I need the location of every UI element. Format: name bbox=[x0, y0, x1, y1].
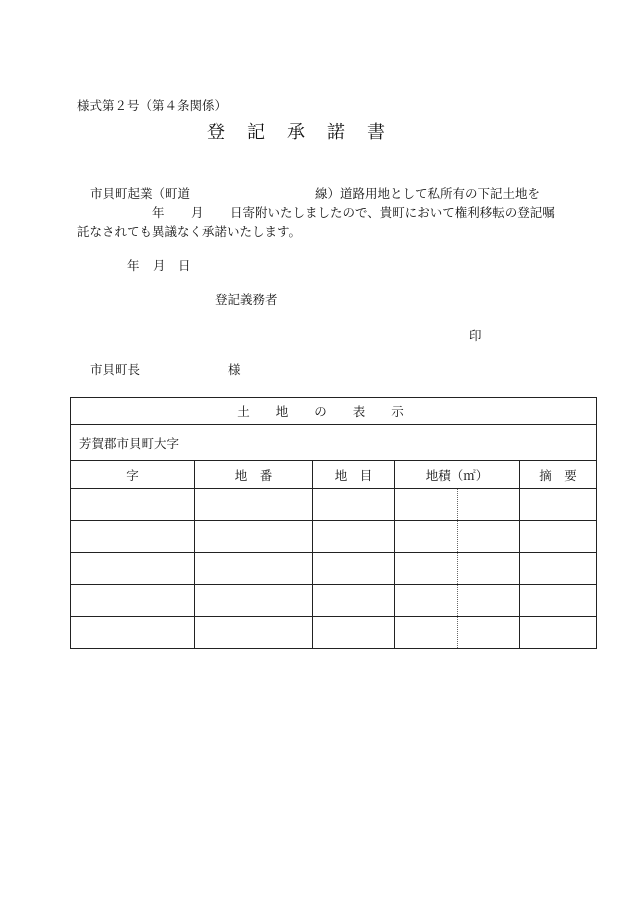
land-category-cell[interactable] bbox=[313, 553, 395, 585]
remarks-cell[interactable] bbox=[520, 617, 597, 649]
area-cell[interactable] bbox=[395, 553, 520, 585]
date-day-label: 日 bbox=[178, 258, 191, 273]
area-cell[interactable] bbox=[395, 617, 520, 649]
area-cell[interactable] bbox=[395, 489, 520, 521]
obligor-label: 登記義務者 bbox=[215, 292, 278, 307]
aza-cell[interactable] bbox=[71, 585, 195, 617]
lot-number-cell[interactable] bbox=[195, 585, 313, 617]
land-category-cell[interactable] bbox=[313, 489, 395, 521]
land-category-cell[interactable] bbox=[313, 617, 395, 649]
donation-year-label: 年 bbox=[152, 205, 165, 220]
location-row bbox=[71, 425, 597, 461]
remarks-cell[interactable] bbox=[520, 489, 597, 521]
consent-text-line1-end: 線）道路用地として私所有の下記土地を bbox=[315, 186, 541, 201]
aza-cell[interactable] bbox=[71, 617, 195, 649]
consent-text-line2: 日寄附いたしましたので、貴町において権利移転の登記嘱 bbox=[230, 205, 555, 220]
lot-number-cell[interactable] bbox=[195, 617, 313, 649]
table-row bbox=[71, 521, 597, 553]
remarks-cell[interactable] bbox=[520, 553, 597, 585]
aza-cell[interactable] bbox=[71, 521, 195, 553]
location-cell: 芳賀郡市貝町大字 bbox=[71, 425, 597, 461]
table-row bbox=[71, 617, 597, 649]
seal-mark: 印 bbox=[469, 328, 482, 343]
consent-text-line3: 託なされても異議なく承諾いたします。 bbox=[77, 224, 302, 239]
remarks-cell[interactable] bbox=[520, 585, 597, 617]
table-row bbox=[71, 585, 597, 617]
area-cell[interactable] bbox=[395, 521, 520, 553]
land-category-cell[interactable] bbox=[313, 585, 395, 617]
consent-text-line1-start: 市貝町起業（町道 bbox=[90, 186, 191, 201]
header-lot-number: 地 番 bbox=[195, 461, 313, 489]
lot-number-cell[interactable] bbox=[195, 521, 313, 553]
table-title: 土地の表示 bbox=[71, 398, 597, 425]
addressee-honorific: 様 bbox=[228, 362, 241, 377]
area-cell[interactable] bbox=[395, 585, 520, 617]
header-aza: 字 bbox=[71, 461, 195, 489]
lot-number-cell[interactable] bbox=[195, 489, 313, 521]
lot-number-cell[interactable] bbox=[195, 553, 313, 585]
land-category-cell[interactable] bbox=[313, 521, 395, 553]
date-year-label: 年 bbox=[127, 258, 140, 273]
header-land-category: 地 目 bbox=[313, 461, 395, 489]
header-area: 地積（㎡） bbox=[395, 461, 520, 489]
table-row bbox=[71, 553, 597, 585]
donation-month-label: 月 bbox=[191, 205, 204, 220]
table-row bbox=[71, 489, 597, 521]
table-header-row bbox=[71, 461, 597, 489]
table-title-row bbox=[71, 398, 597, 425]
land-display-table bbox=[70, 397, 597, 649]
remarks-cell[interactable] bbox=[520, 521, 597, 553]
document-title: 登記承諾書 bbox=[207, 122, 407, 143]
aza-cell[interactable] bbox=[71, 553, 195, 585]
header-remarks: 摘 要 bbox=[520, 461, 597, 489]
addressee-label: 市貝町長 bbox=[90, 362, 141, 377]
form-number: 様式第２号（第４条関係） bbox=[77, 98, 228, 113]
aza-cell[interactable] bbox=[71, 489, 195, 521]
date-month-label: 月 bbox=[153, 258, 166, 273]
